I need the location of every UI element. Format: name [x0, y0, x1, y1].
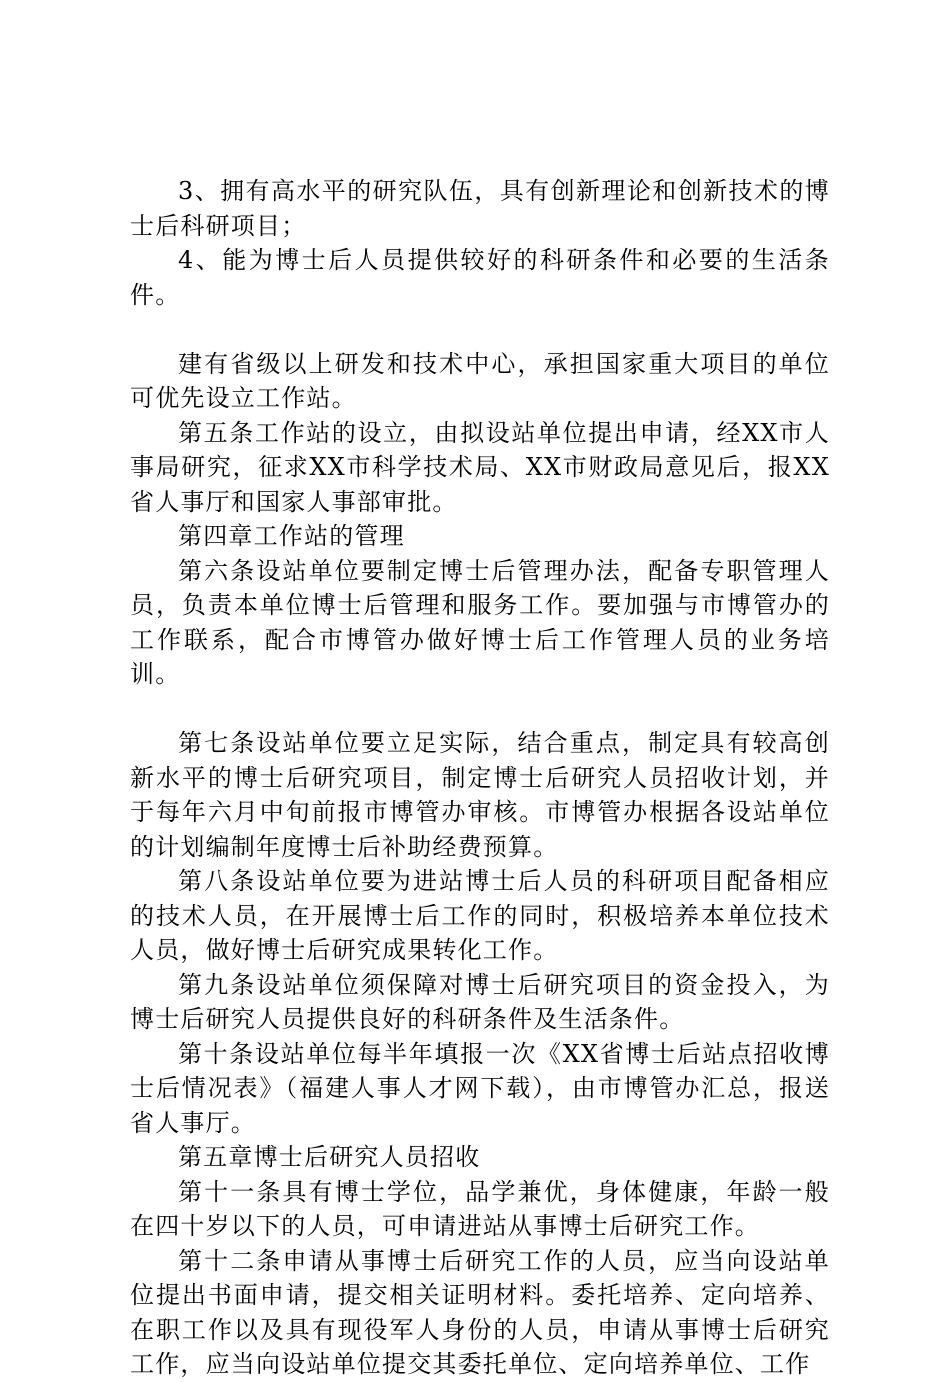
- paragraph: 第五条工作站的设立，由拟设站单位提出申请，经XX市人事局研究，征求XX市科学技术局、XX市财政局意见后，报XX省人事厅和国家人事部审批。: [130, 418, 830, 516]
- blank-line: [130, 692, 830, 727]
- paragraph: 第十二条申请从事博士后研究工作的人员，应当向设站单位提出书面申请，提交相关证明材料。委托培养、定向培养、在职工作以及具有现役军人身份的人员，申请从事博士后研究工作，应当向设站单位提交其委托单位、定向培养单位、工作: [130, 1246, 830, 1378]
- paragraph: 第十一条具有博士学位，品学兼优，身体健康，年龄一般在四十岁以下的人员，可申请进站从事博士后研究工作。: [130, 1177, 830, 1240]
- paragraph: 第十条设站单位每半年填报一次《XX省博士后站点招收博士后情况表》（福建人事人才网下载），由市博管办汇总，报送省人事厅。: [130, 1039, 830, 1137]
- paragraph: 第八条设站单位要为进站博士后人员的科研项目配备相应的技术人员，在开展博士后工作的同时，积极培养本单位技术人员，做好博士后研究成果转化工作。: [130, 867, 830, 964]
- chapter-heading: 第五章博士后研究人员招收: [178, 1143, 481, 1171]
- paragraph: 第七条设站单位要立足实际，结合重点，制定具有较高创新水平的博士后研究项目，制定博士后研究人员招收计划，并于每年六月中旬前报市博管办审核。市博管办根据各设站单位的计划编制年度博士后补助经费预算。: [130, 729, 830, 861]
- chapter-heading: 第四章工作站的管理: [178, 522, 405, 550]
- paragraph: 第九条设站单位须保障对博士后研究项目的资金投入，为博士后研究人员提供良好的科研条件及生活条件。: [130, 970, 830, 1033]
- paragraph: 4、能为博士后人员提供较好的科研条件和必要的生活条件。: [130, 246, 830, 309]
- paragraph: 建有省级以上研发和技术中心，承担国家重大项目的单位可优先设立工作站。: [130, 349, 830, 412]
- paragraph: 第六条设站单位要制定博士后管理办法，配备专职管理人员，负责本单位博士后管理和服务工作。要加强与市博管办的工作联系，配合市博管办做好博士后工作管理人员的业务培训。: [130, 556, 830, 688]
- blank-line: [130, 312, 830, 347]
- document-body: [130, 174, 830, 1382]
- paragraph: 3、拥有高水平的研究队伍，具有创新理论和创新技术的博士后科研项目；: [130, 177, 830, 240]
